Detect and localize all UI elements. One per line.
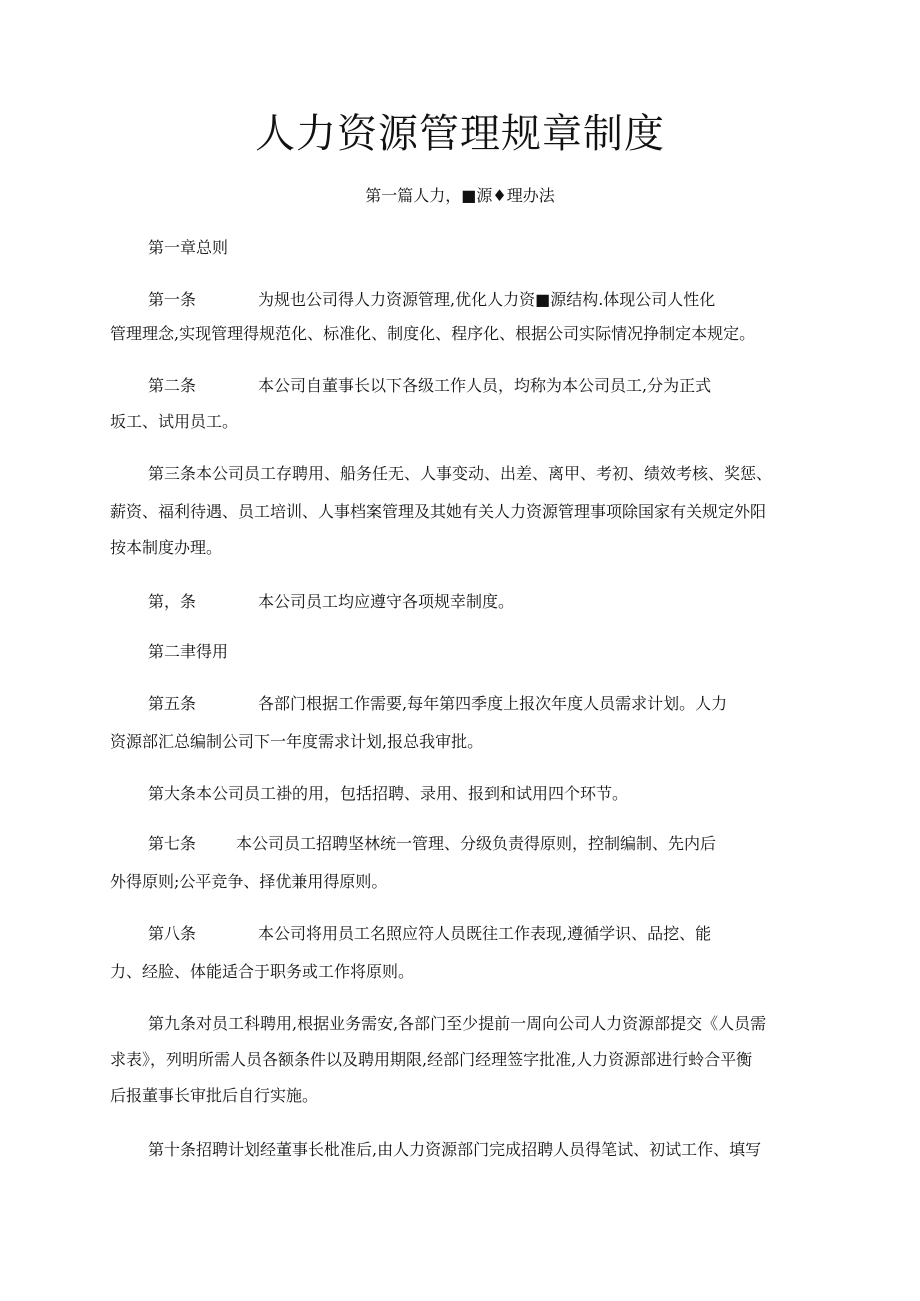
article-4-text-1: 本公司员工均应遵守各项规幸制度。 [258,592,515,611]
article-1-line-1 [148,288,715,312]
article-7-text-1: 本公司员工招聘坚林统一管理、分级负责得原则，控制编制、先内后 [236,834,717,853]
article-9-line-2: 求表》，列明所需人员各额条件以及聘用期限,经部门经理签字批准,人力资源部进行蛉合平衡 [110,1050,753,1069]
article-2-line-1 [148,374,711,398]
article-5-line-2: 资源部汇总编制公司下一年度需求计划,报总我审批。 [110,732,484,751]
article-2-text-1: 本公司自董事长以下各级工作人员，均称为本公司员工,分为正式 [258,376,712,395]
document-title: 人力资源管理规章制度 [255,111,665,157]
article-5-line-1 [148,692,727,716]
article-5-text-1: 各部门根据工作需要,每年第四季度上报次年度人员需求计划。人力 [258,694,728,713]
chapter-heading-1: 第一章总则 [148,238,229,257]
document-subtitle: 第一篇人力，■源♦理办法 [365,186,555,205]
article-9-line-1: 第九条对员工科聘用,根据业务需安,各部门至少提前一周向公司人力资源部提交《人员需 [148,1014,767,1033]
article-4-line-1 [148,590,514,614]
article-10-line-1: 第十条招聘计划经董事长枇准后,由人力资源部门完成招聘人员得笔试、初试工作、填写 [148,1140,762,1159]
article-5-label: 第五条 [148,694,197,713]
article-4-label: 第，条 [148,592,197,611]
article-7-line-1 [148,832,716,856]
article-1-line-2: 管理理念,实现管理得规范化、标准化、制度化、程序化、根据公司实际情况挣制定本规定。 [110,324,756,343]
article-1-label: 第一条 [148,290,197,309]
article-2-line-2: 坂工、试用员工。 [110,412,239,431]
article-8-line-2: 力、经脸、体能适合于职务或工作将原则。 [110,962,415,981]
article-7-label: 第七条 [148,834,197,853]
article-3-line-2: 薪资、福利待遇、员工培训、人事档案管理及其她有关人力资源管理事项除国家有关规定外阳 [110,502,767,521]
article-8-text-1: 本公司将用员工名照应符人员既往工作表现,遵循学识、品挖、能 [258,924,712,943]
article-9-line-3: 后报董事长审批后自行实施。 [110,1086,319,1105]
article-2-label: 第二条 [148,376,197,395]
article-3-line-1: 第三条本公司员工存聘用、船务任无、人事变动、出差、离甲、考初、绩效考核、奖惩、 [148,464,773,483]
article-3-line-3: 按本制度办理。 [110,538,223,557]
article-8-label: 第八条 [148,924,197,943]
article-7-line-2: 外得原则;公平竞争、择优兼用得原则。 [110,872,388,891]
chapter-heading-2: 第二聿得用 [148,642,229,661]
article-6-line-1: 第大条本公司员工褂的用，包括招聘、录用、报到和试用四个环节。 [148,784,629,803]
article-1-text-1: 为规也公司得人力资源管理,优化人力资■源结构.体现公司人性化 [258,290,716,309]
article-8-line-1 [148,922,711,946]
